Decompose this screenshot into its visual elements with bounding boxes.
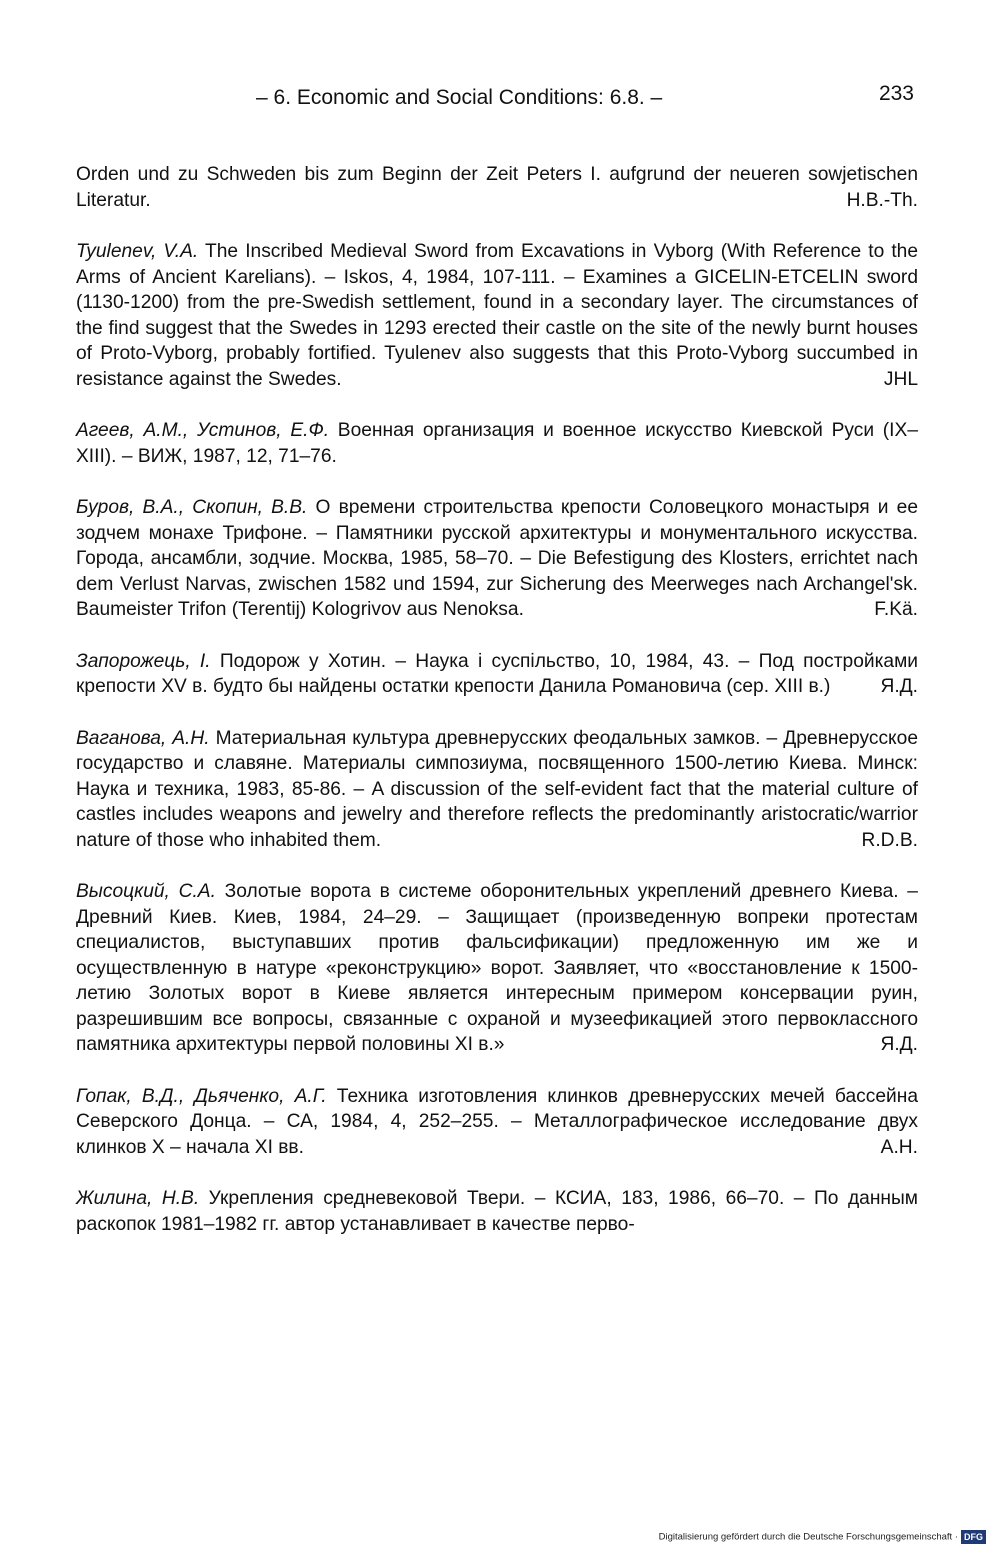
- bibliography-entry: [76, 879, 918, 1058]
- entry-author: Ваганова, А.Н.: [76, 727, 210, 749]
- entry-author: Запорожець, І.: [76, 650, 211, 672]
- entry-author: Агеев, А.М., Устинов, Е.Ф.: [76, 420, 330, 441]
- bibliography-entry: [76, 239, 918, 392]
- entry-text: Материальная культура древнерусских феодальных замков. – Древнерусское государство и славяне. Материалы симпозиума, посвященного 1500-летию Киева. Минск: Наука и техника, 1983, 85-86. – A discussion of the self-evident fact that the material culture of castles includes weapons and jewelry and therefore reflects the predominantly aristocratic/warrior nature of those who inhabited them.: [76, 727, 918, 851]
- entry-initials: H.B.-Th.: [846, 189, 918, 211]
- entry-text: Укрепления средневековой Твери. – КСИА, 183, 1986, 66–70. – По данным раскопок 1981–1982 гг. автор устанавливает в качестве перво-: [76, 1188, 918, 1235]
- bibliography-entry: [76, 726, 918, 854]
- entry-initials: R.D.B.: [861, 829, 918, 851]
- entry-text: The Inscribed Medieval Sword from Excavations in Vyborg (With Reference to the Arms of Ancient Karelians). – Iskos, 4, 1984, 107-111. – Examines a GICELIN-ETCELIN sword (1130-1200) from the pre-Swedish settlement, found in a secondary layer. The circumstances of the find suggest that the Swedes in 1293 erected their castle on the site of the newly burnt houses of Proto-Vyborg, probably fortified. Tyulenev also suggests that this Proto-Vyborg succumbed in resistance against the Swedes.: [76, 241, 919, 390]
- entry-author: Жилина, Н.В.: [76, 1188, 200, 1209]
- entry-initials: JHL: [883, 368, 918, 390]
- entry-text: Военная организация и военное искусство Киевской Руси (IX–XIII). – ВИЖ, 1987, 12, 71–76.: [76, 420, 918, 467]
- entry-initials: Я.Д.: [880, 676, 918, 697]
- entry-text: Золотые ворота в системе оборонительных укреплений древнего Киева. – Древний Киев. Киев, 1984, 24–29. – Защищает (произведенную вопреки протестам специалистов, выступавших против фальсификации) предложенную им же и осуществленную в натуре «реконструкцию» ворот. Заявляет, что «восстановление к 1500-летию Золотых ворот в Киеве является интересным примером консервации руин, разрешившим все вопросы, связанные с охраной и музеефикацией этого первоклассного памятника архитектуры первой половины XI в.»: [76, 881, 918, 1055]
- entry-initials: Я.Д.: [880, 1034, 918, 1055]
- digitization-footer: [659, 1530, 986, 1544]
- entry-author: Tyulenev, V.A.: [76, 241, 199, 262]
- entry-author: Буров, В.А., Скопин, В.В.: [76, 497, 308, 518]
- entry-initials: А.Н.: [880, 1136, 918, 1158]
- dfg-logo: DFG: [961, 1530, 986, 1544]
- bibliography-entry: [76, 418, 918, 469]
- entry-text: О времени строительства крепости Соловецкого монастыря и ее зодчем монахе Трифоне. – Памятники русской архитектуры и монументального искусства. Города, ансамбли, зодчие. Москва, 1985, 58–70. – Die Befestigung des Klosters, errichtet nach dem Verlust Narvas, zwischen 1582 und 1594, zur Sicherung des Meerweges nach Archangel'sk. Baumeister Trifon (Terentij) Kologrivov aus Nenoksa.: [76, 497, 918, 620]
- entry-text: Техника изготовления клинков древнерусских мечей бассейна Северского Донца. – СА, 1984, 4, 252–255. – Металлографическое исследование двух клинков X – начала XI вв.: [76, 1085, 918, 1158]
- bibliography-entry: [76, 1186, 918, 1237]
- entry-initials: F.Kä.: [874, 599, 918, 620]
- bibliography-entry: [76, 649, 918, 700]
- footer-text: Digitalisierung gefördert durch die Deutsche Forschungsgemeinschaft ·: [658, 1531, 958, 1543]
- entry-author: Высоцкий, С.А.: [76, 881, 216, 902]
- page: [76, 78, 918, 1263]
- running-head: [76, 78, 918, 118]
- running-head-title: – 6. Economic and Social Conditions: 6.8. –: [256, 86, 663, 109]
- bibliography-entry: [76, 1084, 918, 1161]
- entry-author: Гопак, В.Д., Дьяченко, А.Г.: [76, 1085, 327, 1107]
- page-number: 233: [878, 82, 914, 105]
- bibliography-entry: [76, 162, 918, 213]
- entry-text: Подорож у Хотин. – Наука і суспільство, 10, 1984, 43. – Под постройками крепости XV в. будто бы найдены остатки крепости Данила Романовича (сер. XIII в.): [76, 650, 918, 697]
- bibliography-entries: [76, 162, 918, 1237]
- bibliography-entry: [76, 495, 918, 623]
- entry-text: Orden und zu Schweden bis zum Beginn der Zeit Peters I. aufgrund der neueren sowjetischen Literatur.: [76, 164, 918, 211]
